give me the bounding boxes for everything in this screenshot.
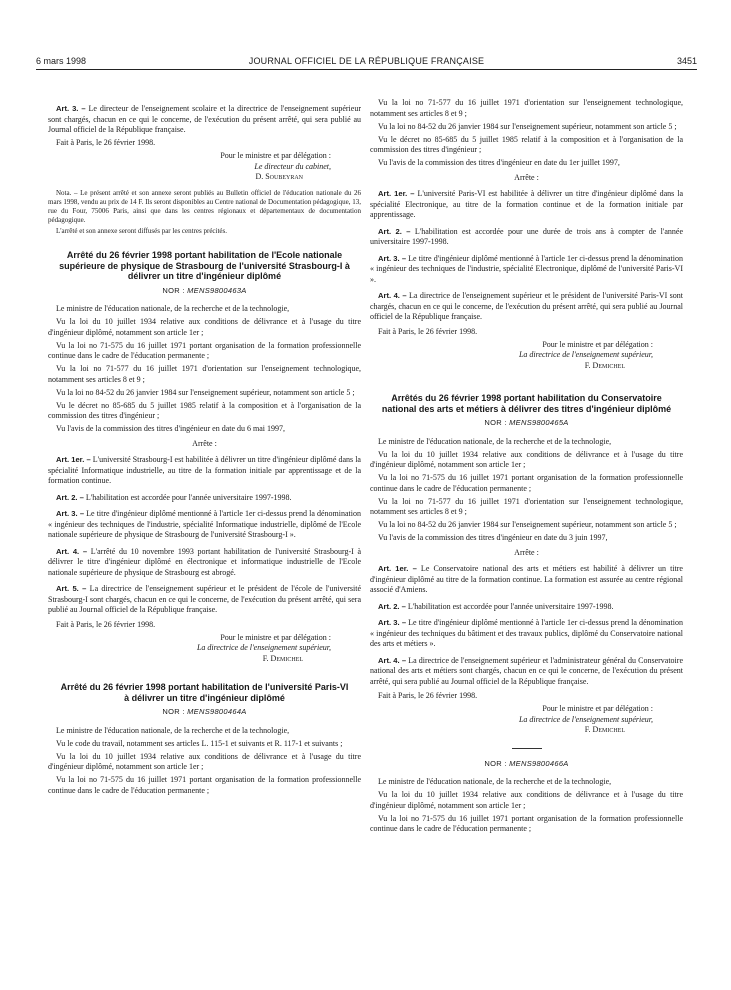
article-text: Le titre d'ingénieur diplômé mentionné à l'article 1er ci-dessus prend la dénomination « ingénieur des techniques de l'industrie, spécialité Electronique, diplômé de l'université Paris-VI ». xyxy=(370,253,683,284)
visa-paragraph: Vu l'avis de la commission des titres d'ingénieur en date du 6 mai 1997, xyxy=(56,424,286,433)
visa-paragraph: Vu le décret no 85-685 du 5 juillet 1985 relatif à la composition et à l'organisation de la commission des titres d'ingénieur ; xyxy=(370,134,683,154)
journal-title: JOURNAL OFFICIEL DE LA RÉPUBLIQUE FRANÇAISE xyxy=(248,56,485,66)
diffusion-note: L'arrêté et son annexe seront diffusés par les centres précités. xyxy=(56,227,228,235)
signatory-role: La directrice de l'enseignement supérieur, xyxy=(196,643,331,652)
article-text: L'université Paris-VI est habilitée à délivrer un titre d'ingénieur diplômé dans la spécialité Electronique, au titre de la formation continue et de la formation initiale par apprentissage. xyxy=(370,189,683,219)
article-heading: Art. 1er. – xyxy=(378,564,417,573)
article-text: Le titre d'ingénieur diplômé mentionné à l'article 1er ci-dessus prend la dénomination « ingénieur des techniques de l'industrie, spécialité Informatique industrielle, diplômé de l'Ecole nationale supérieure de physique de Strasbourg de l'université Strasbourg-I ». xyxy=(48,509,361,539)
arrete-heading: Arrête : xyxy=(192,438,217,448)
visa-paragraph: Vu la loi no 71-575 du 16 juillet 1971 portant organisation de la formation professionnelle continue dans le cadre de l'éducation permanente ; xyxy=(48,775,361,795)
article-text: Le titre d'ingénieur diplômé mentionné à l'article 1er ci-dessus prend la dénomination « ingénieur des techniques du bâtiment et des travaux publics, diplômé du Conservatoire national des arts et métiers ». xyxy=(370,618,683,648)
nor-reference xyxy=(370,759,683,770)
visa-list xyxy=(370,98,683,169)
signatory-name: F. Demichel xyxy=(584,360,625,370)
visa-list xyxy=(370,437,683,544)
article-paragraph xyxy=(48,493,361,504)
article-heading: Art. 2. – xyxy=(378,226,411,236)
right-column xyxy=(370,98,683,837)
signatory-role: La directrice de l'enseignement supérieur, xyxy=(518,714,653,724)
nor-label: NOR : xyxy=(162,285,185,295)
decree-title: Arrêtés du 26 février 1998 portant habilitation du Conservatoire national des arts et métiers à délivrer des titres d'ingénieur diplômé xyxy=(381,393,672,414)
arrete-heading: Arrête : xyxy=(514,547,539,557)
article-paragraph xyxy=(48,104,361,136)
nor-code: MENS9800465A xyxy=(509,418,569,427)
decree-title: Arrêté du 26 février 1998 portant habilitation de l'université Paris-VI à délivrer un titre d'ingénieur diplômé xyxy=(60,682,349,703)
article-paragraph xyxy=(48,509,361,541)
article-text: L'habilitation est accordée pour une durée de trois ans à compter de l'année universitaire 1997-1998. xyxy=(370,226,683,246)
visa-paragraph: Vu la loi no 71-577 du 16 juillet 1971 d'orientation sur l'enseignement technologique, notamment ses articles 8 et 9 ; xyxy=(370,496,683,516)
decree-title: Arrêté du 26 février 1998 portant habilitation de l'Ecole nationale supérieure de physique de Strasbourg de l'université Strasbourg-I à délivrer un titre d'ingénieur diplômé xyxy=(59,250,350,281)
article-text: L'université Strasbourg-I est habilitée à délivrer un titre d'ingénieur diplômé dans la spécialité Informatique industrielle, au titre de la formation initiale par apprentissage et de la formation continue. xyxy=(48,455,361,485)
article-paragraph xyxy=(48,455,361,487)
signature-delegation: Pour le ministre et par délégation : xyxy=(220,151,331,160)
article-text: L'arrêté du 10 novembre 1993 portant habilitation de l'université Strasbourg-I à délivrer le titre d'ingénieur diplômé en électronique et informatique industrielle de l'Ecole nationale supérieure de physique de Strasbourg est abrogé. xyxy=(48,546,361,577)
articles-list xyxy=(370,189,683,323)
nor-code: MENS9800464A xyxy=(187,707,247,716)
visa-list xyxy=(48,304,361,435)
nor-code: MENS9800466A xyxy=(509,758,569,768)
article-paragraph xyxy=(370,602,683,613)
visa-paragraph: Le ministre de l'éducation nationale, de la recherche et de la technologie, xyxy=(56,304,290,313)
signatory-name: F. Demichel xyxy=(584,725,625,734)
article-heading: Art. 1er. – xyxy=(56,455,91,464)
arrete-heading: Arrête : xyxy=(514,172,539,182)
visa-list xyxy=(370,777,683,835)
article-heading: Art. 4. – xyxy=(378,655,407,665)
header-date: 6 mars 1998 xyxy=(36,56,87,66)
nota-note: Nota. – Le présent arrêté et son annexe seront publiés au Bulletin officiel de l'éducation nationale du 26 mars 1998, vendu au prix de 14 F. Ils seront disponibles au Centre national de Documentation pédagogique, 13, rue du Four, 75006 Paris, ainsi que dans les centres régionaux et départementaux de documentation pédagogique. xyxy=(48,188,361,224)
page-header xyxy=(36,56,697,70)
visa-paragraph: Vu la loi no 71-575 du 16 juillet 1971 portant organisation de la formation professionnelle continue dans le cadre de l'éducation permanente ; xyxy=(370,813,683,833)
signatory-role: La directrice de l'enseignement supérieur, xyxy=(518,350,653,359)
article-paragraph xyxy=(370,618,683,650)
signatory-name: D. Soubeyran xyxy=(255,172,303,181)
signature-date: Fait à Paris, le 26 février 1998. xyxy=(56,138,156,147)
signature-date: Fait à Paris, le 26 février 1998. xyxy=(56,619,156,629)
article-text: L'habilitation est accordée pour l'année universitaire 1997-1998. xyxy=(83,492,292,502)
signature-date: Fait à Paris, le 26 février 1998. xyxy=(378,326,478,336)
article-text: L'habilitation est accordée pour l'année universitaire 1997-1998. xyxy=(405,601,614,611)
article-paragraph xyxy=(48,547,361,579)
article-paragraph xyxy=(370,291,683,323)
articles-list xyxy=(370,564,683,687)
article-heading: Art. 4. – xyxy=(378,291,407,300)
article-heading: Art. 3. – xyxy=(56,509,85,518)
article-paragraph xyxy=(370,656,683,688)
article-text: La directrice de l'enseignement supérieur et l'administrateur général du Conservatoire national des arts et métiers sont chargés, chacun en ce qui le concerne, de l'exécution du présent arrêté, qui sera publié au Journal officiel de la République française. xyxy=(370,655,683,686)
nor-reference xyxy=(48,286,361,297)
visa-paragraph: Vu la loi no 71-577 du 16 juillet 1971 d'orientation sur l'enseignement technologique, notamment ses articles 8 et 9 ; xyxy=(48,364,361,384)
nor-code: MENS9800463A xyxy=(187,285,247,295)
signature-delegation: Pour le ministre et par délégation : xyxy=(220,632,331,642)
signature-date: Fait à Paris, le 26 février 1998. xyxy=(378,691,478,700)
visa-paragraph: Vu l'avis de la commission des titres d'ingénieur en date du 1er juillet 1997, xyxy=(378,158,620,167)
visa-paragraph: Vu la loi no 71-575 du 16 juillet 1971 portant organisation de la formation professionnelle continue dans le cadre de l'éducation permanente ; xyxy=(48,340,361,360)
nor-label: NOR : xyxy=(162,707,185,716)
nor-label: NOR : xyxy=(484,418,507,427)
section-divider xyxy=(512,748,542,749)
article-paragraph xyxy=(48,584,361,616)
signatory-role: Le directeur du cabinet, xyxy=(254,161,331,171)
visa-list xyxy=(48,726,361,797)
article-heading: Art. 2. – xyxy=(56,492,84,502)
article-heading: Art. 5. – xyxy=(56,584,87,593)
visa-paragraph: Vu la loi du 10 juillet 1934 relative aux conditions de délivrance et à l'usage du titre d'ingénieur diplômé, notamment son article 1er ; xyxy=(370,449,683,469)
article-text: Le Conservatoire national des arts et métiers est habilité à délivrer un titre d'ingénieur diplômé au titre de la formation continue. La formation est assurée au centre régional associé d'Amiens. xyxy=(370,564,683,594)
signature-delegation: Pour le ministre et par délégation : xyxy=(542,339,653,349)
visa-paragraph: Vu la loi no 71-577 du 16 juillet 1971 d'orientation sur l'enseignement technologique, notamment ses articles 8 et 9 ; xyxy=(370,98,683,118)
nor-reference xyxy=(370,418,683,429)
article-heading: Art. 3. – xyxy=(378,253,407,263)
nor-label: NOR : xyxy=(484,758,507,768)
page-number: 3451 xyxy=(676,56,697,66)
visa-paragraph: Vu le décret no 85-685 du 5 juillet 1985 relatif à la composition et à l'organisation de la commission des titres d'ingénieur ; xyxy=(48,400,361,420)
article-heading: Art. 4. – xyxy=(56,546,88,556)
article-heading: Art. 3. – xyxy=(56,104,86,113)
visa-paragraph: Vu le code du travail, notamment ses articles L. 115-1 et suivants et R. 117-1 et suivants ; xyxy=(56,738,343,748)
visa-paragraph: Vu la loi no 84-52 du 26 janvier 1984 sur l'enseignement supérieur, notamment son article 5 ; xyxy=(378,520,677,529)
visa-paragraph: Vu la loi du 10 juillet 1934 relative aux conditions de délivrance et à l'usage du titre d'ingénieur diplômé, notamment son article 1er ; xyxy=(370,790,683,810)
visa-paragraph: Vu la loi du 10 juillet 1934 relative aux conditions de délivrance et à l'usage du titre d'ingénieur diplômé, notamment son article 1er ; xyxy=(48,317,361,337)
visa-paragraph: Le ministre de l'éducation nationale, de la recherche et de la technologie, xyxy=(378,777,612,786)
left-column xyxy=(48,104,361,799)
article-heading: Art. 3. – xyxy=(378,618,407,627)
visa-paragraph: Vu la loi no 84-52 du 26 janvier 1984 sur l'enseignement supérieur, notamment son article 5 ; xyxy=(378,121,677,131)
nor-reference xyxy=(48,707,361,718)
article-paragraph xyxy=(370,564,683,596)
article-text: La directrice de l'enseignement supérieur et le président de l'université Paris-VI sont chargés, chacun en ce qui le concerne, de l'exécution du présent arrêté, qui sera publié au Journal officiel de la République française. xyxy=(370,291,683,321)
article-text: Le directeur de l'enseignement scolaire et la directrice de l'enseignement supérieur sont chargés, chacun en ce qui le concerne, de l'exécution du présent arrêté, qui sera publié au Journal officiel de la République française. xyxy=(48,104,361,134)
visa-paragraph: Vu la loi no 84-52 du 26 janvier 1984 sur l'enseignement supérieur, notamment son article 5 ; xyxy=(56,387,355,397)
articles-list xyxy=(48,455,361,616)
article-heading: Art. 1er. – xyxy=(378,189,415,198)
article-paragraph xyxy=(370,189,683,221)
article-text: La directrice de l'enseignement supérieur et le président de l'école de l'université Strasbourg-I sont chargés, chacun en ce qui le concerne, de l'exécution du présent arrêté, qui sera publié au Journal officiel de la République française. xyxy=(48,584,361,614)
article-heading: Art. 2. – xyxy=(378,601,406,611)
signature-delegation: Pour le ministre et par délégation : xyxy=(542,704,653,713)
article-paragraph xyxy=(370,254,683,286)
article-paragraph xyxy=(370,227,683,248)
visa-paragraph: Le ministre de l'éducation nationale, de la recherche et de la technologie, xyxy=(378,436,612,446)
visa-paragraph: Le ministre de l'éducation nationale, de la recherche et de la technologie, xyxy=(56,725,290,735)
visa-paragraph: Vu la loi no 71-575 du 16 juillet 1971 portant organisation de la formation professionnelle continue dans le cadre de l'éducation permanente ; xyxy=(370,473,683,493)
visa-paragraph: Vu la loi du 10 juillet 1934 relative aux conditions de délivrance et à l'usage du titre d'ingénieur diplômé, notamment son article 1er ; xyxy=(48,751,361,771)
signatory-name: F. Demichel xyxy=(262,653,303,663)
visa-paragraph: Vu l'avis de la commission des titres d'ingénieur en date du 3 juin 1997, xyxy=(378,533,608,542)
